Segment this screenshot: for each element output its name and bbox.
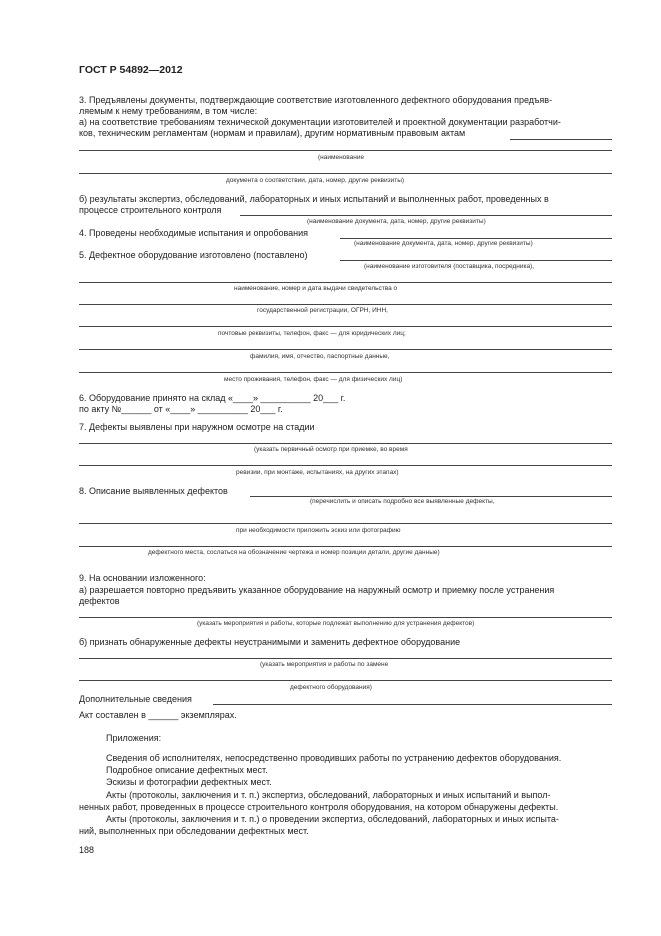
appendix-item: Эскизы и фотографии дефектных мест. (106, 777, 272, 787)
s6-line1: 6. Оборудование принято на склад «____» __________ 20___ г. (79, 393, 346, 403)
s8-text: 8. Описание выявленных дефектов (79, 486, 228, 496)
fill-line[interactable] (79, 443, 612, 444)
s9-a-caption: (указать мероприятия и работы, которые подлежат выполнению для устранения дефектов) (197, 620, 475, 627)
fill-line[interactable] (79, 282, 612, 283)
fill-line[interactable] (79, 617, 612, 618)
s9-b-caption: дефектного оборудования) (290, 684, 372, 691)
s4-caption: (наименование документа, дата, номер, другие реквизиты) (354, 240, 533, 247)
fill-line[interactable] (240, 215, 612, 216)
s5-caption: государственной регистрации, ОГРН, ИНН, (257, 307, 388, 314)
s3-line3: а) на соответствие требованиям технической документации изготовителей и проектной документации разработчи- (79, 117, 561, 127)
fill-line[interactable] (250, 496, 612, 497)
s3-line4: ков, техническим регламентам (нормам и правилам), другим нормативным правовым актам (79, 128, 466, 138)
appendix-item: ний, выполненных при обследовании дефектных мест. (79, 826, 309, 836)
s9-b-text: б) признать обнаруженные дефекты неустранимыми и заменить дефектное оборудование (79, 637, 461, 647)
fill-line[interactable] (79, 326, 612, 327)
fill-line[interactable] (340, 238, 612, 239)
copies-line: Акт составлен в ______ экземплярах. (79, 710, 237, 720)
s8-caption: дефектного места, сослаться на обозначение чертежа и номер позиции детали, другие данные) (148, 549, 440, 556)
appendix-item: Сведения об исполнителях, непосредственно проводивших работы по устранению дефектов оборудования. (106, 753, 562, 763)
s3-caption: документа о соответствии, дата, номер, другие реквизиты) (226, 177, 405, 184)
s7-caption: ревизии, при монтаже, испытаниях, на других этапах) (236, 469, 399, 476)
s8-caption: при необходимости приложить эскиз или фотографию (236, 527, 401, 534)
s7-caption: (указать первичный осмотр при приемке, во время (254, 446, 408, 453)
fill-line[interactable] (213, 704, 612, 705)
fill-line[interactable] (79, 304, 612, 305)
fill-line[interactable] (510, 139, 612, 140)
s3b-line2: процессе строительного контроля (79, 205, 222, 215)
s3-line2: ляемым к нему требованиям, в том числе: (79, 106, 258, 116)
additional-info-label: Дополнительные сведения (79, 694, 192, 704)
s4-text: 4. Проведены необходимые испытания и опробования (79, 228, 309, 238)
fill-line[interactable] (79, 150, 612, 151)
s8-caption: (перечислить и описать подробно все выявленные дефекты, (310, 498, 495, 505)
appendix-title: Приложения: (106, 733, 162, 743)
s3-line1: 3. Предъявлены документы, подтверждающие соответствие изготовленного дефектного оборудования предъяв- (79, 95, 553, 105)
s3b-line1: б) результаты экспертиз, обследований, лабораторных и иных испытаний и выполненных работ, проведенных в (79, 194, 549, 204)
s9-a-line2: дефектов (79, 596, 120, 606)
fill-line[interactable] (340, 260, 612, 261)
fill-line[interactable] (79, 372, 612, 373)
fill-line[interactable] (79, 523, 612, 524)
s5-caption: (наименование изготовителя (поставщика, посредника), (364, 263, 535, 270)
fill-line[interactable] (79, 680, 612, 681)
fill-line[interactable] (79, 349, 612, 350)
fill-line[interactable] (79, 465, 612, 466)
s3b-caption: (наименование документа, дата, номер, другие реквизиты) (307, 218, 486, 225)
s6-line2: по акту №______ от «____» __________ 20___ г. (79, 404, 283, 414)
document-header: ГОСТ Р 54892—2012 (79, 64, 183, 76)
appendix-item: Акты (протоколы, заключения и т. п.) экспертиз, обследований, лабораторных и иных испытаний и выпол- (106, 790, 551, 800)
fill-line[interactable] (79, 173, 612, 174)
s9-intro: 9. На основании изложенного: (79, 573, 206, 583)
s5-caption: фамилия, имя, отчество, паспортные данные, (250, 353, 390, 360)
fill-line[interactable] (79, 658, 612, 659)
s9-a-line1: а) разрешается повторно предъявить указанное оборудование на наружный осмотр и приемку после устранения (79, 585, 555, 595)
appendix-item: Акты (протоколы, заключения и т. п.) о проведении экспертиз, обследований, лабораторных и иных испыта- (106, 814, 559, 824)
s5-caption: место проживания, телефон, факс — для физических лиц) (224, 376, 403, 383)
s9-b-caption: (указать мероприятия и работы по замене (260, 661, 389, 668)
s5-text: 5. Дефектное оборудование изготовлено (поставлено) (79, 250, 308, 260)
s3-caption: (наименование (318, 154, 365, 161)
s5-caption: наименование, номер и дата выдачи свидетельства о (234, 285, 398, 292)
page-number: 188 (79, 845, 95, 855)
s7-text: 7. Дефекты выявлены при наружном осмотре на стадии (79, 422, 315, 432)
s5-caption: почтовые реквизиты, телефон, факс — для юридических лиц; (218, 330, 406, 337)
fill-line[interactable] (79, 546, 612, 547)
appendix-item: ненных работ, проведенных в процессе строительного контроля оборудования, на котором обнаружены дефекты. (79, 802, 559, 812)
appendix-item: Подробное описание дефектных мест. (106, 765, 268, 775)
